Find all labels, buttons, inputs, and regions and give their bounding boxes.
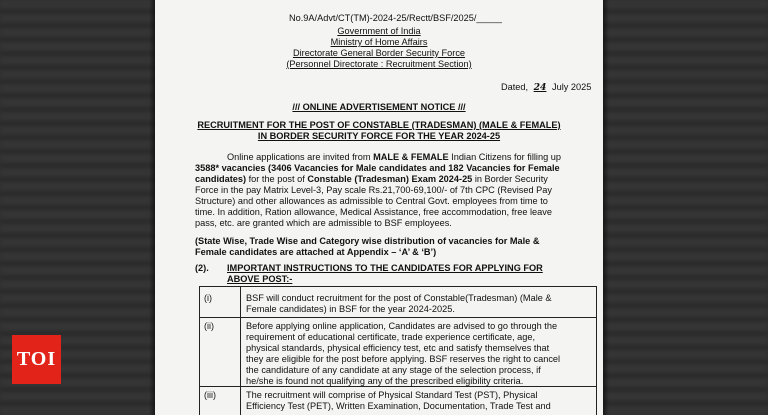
- toi-logo: TOI: [12, 335, 61, 384]
- section2-number: (2).: [195, 263, 209, 273]
- org-ministry: Ministry of Home Affairs: [330, 37, 428, 47]
- para1-line7: pass, etc. are granted which are admissible to BSF employees.: [195, 218, 452, 228]
- recruitment-title-line1: RECRUITMENT FOR THE POST OF CONSTABLE (TRADESMAN) (MALE & FEMALE): [197, 120, 561, 130]
- reference-number: No.9A/Advt/CT(TM)-2024-25/Rectt/BSF/2025/_____: [289, 13, 502, 23]
- instruction-number: (ii): [204, 321, 214, 331]
- instruction-number: (i): [204, 293, 212, 303]
- document-date: Dated, 24 July 2025: [501, 82, 592, 93]
- handwritten-date-day: 24: [533, 82, 547, 93]
- notice-title: /// ONLINE ADVERTISEMENT NOTICE ///: [292, 102, 466, 112]
- instruction-text: Before applying online application, Candidates are advised to go through the requirement of educational certificate, trade experience certificate, age, physical standards, physical efficiency test, etc and satisfy themselves that they are eligible for the post before applying. BSF reserves the right to cancel the candidature of any candidate at any stage of the selection process, if he/she is found not qualifying any of the prescribed eligibility criteria.: [246, 321, 561, 386]
- recruitment-title-line2: IN BORDER SECURITY FORCE FOR THE YEAR 2024-25: [257, 131, 501, 141]
- instruction-text: The recruitment will comprise of Physical Standard Test (PST), Physical Efficiency Test (PET), Written Examination, Documentation, Trade Test and: [246, 390, 551, 411]
- para1-line4: Force in the pay Matrix Level-3, Pay scale Rs.21,700-69,100/- of 7th CPC (Revised Pay: [195, 185, 552, 195]
- para1-line1: Online applications are invited from MALE & FEMALE Indian Citizens for filling up: [227, 152, 561, 162]
- instruction-text: BSF will conduct recruitment for the post of Constable(Tradesman) (Male & Female candidates) in BSF for the year 2024-2025.: [246, 293, 552, 314]
- para2-line2: Female candidates are attached at Appendix – ‘A’ & ‘B’): [195, 247, 437, 257]
- document-page: [155, 0, 603, 415]
- section2-title-line2: ABOVE POST:-: [227, 274, 293, 284]
- para1-line5: Structure) and other allowances as admissible to Central Govt. employees from time to: [195, 196, 548, 206]
- org-section: (Personnel Directorate : Recruitment Section): [286, 59, 472, 69]
- org-government: Government of India: [337, 26, 421, 36]
- org-directorate: Directorate General Border Security Force: [292, 48, 466, 58]
- instructions-table: [199, 286, 597, 415]
- section2-title-line1: IMPORTANT INSTRUCTIONS TO THE CANDIDATES FOR APPLYING FOR: [227, 263, 543, 273]
- para1-line2: 3588* vacancies (3406 Vacancies for Male candidates and 182 Vacancies for Female: [195, 163, 560, 173]
- blurred-background-right: [603, 0, 768, 415]
- para1-line6: time. In addition, Ration allowance, Medical Assistance, free accommodation, free leave: [195, 207, 552, 217]
- page-edge-shadow-right: [603, 0, 609, 415]
- para2-line1: (State Wise, Trade Wise and Category wise distribution of vacancies for Male &: [195, 236, 540, 246]
- para1-line3: candidates) for the post of Constable (Tradesman) Exam 2024-25 in Border Security: [195, 174, 548, 184]
- page-edge-shadow-left: [149, 0, 155, 415]
- instruction-number: (iii): [204, 390, 216, 400]
